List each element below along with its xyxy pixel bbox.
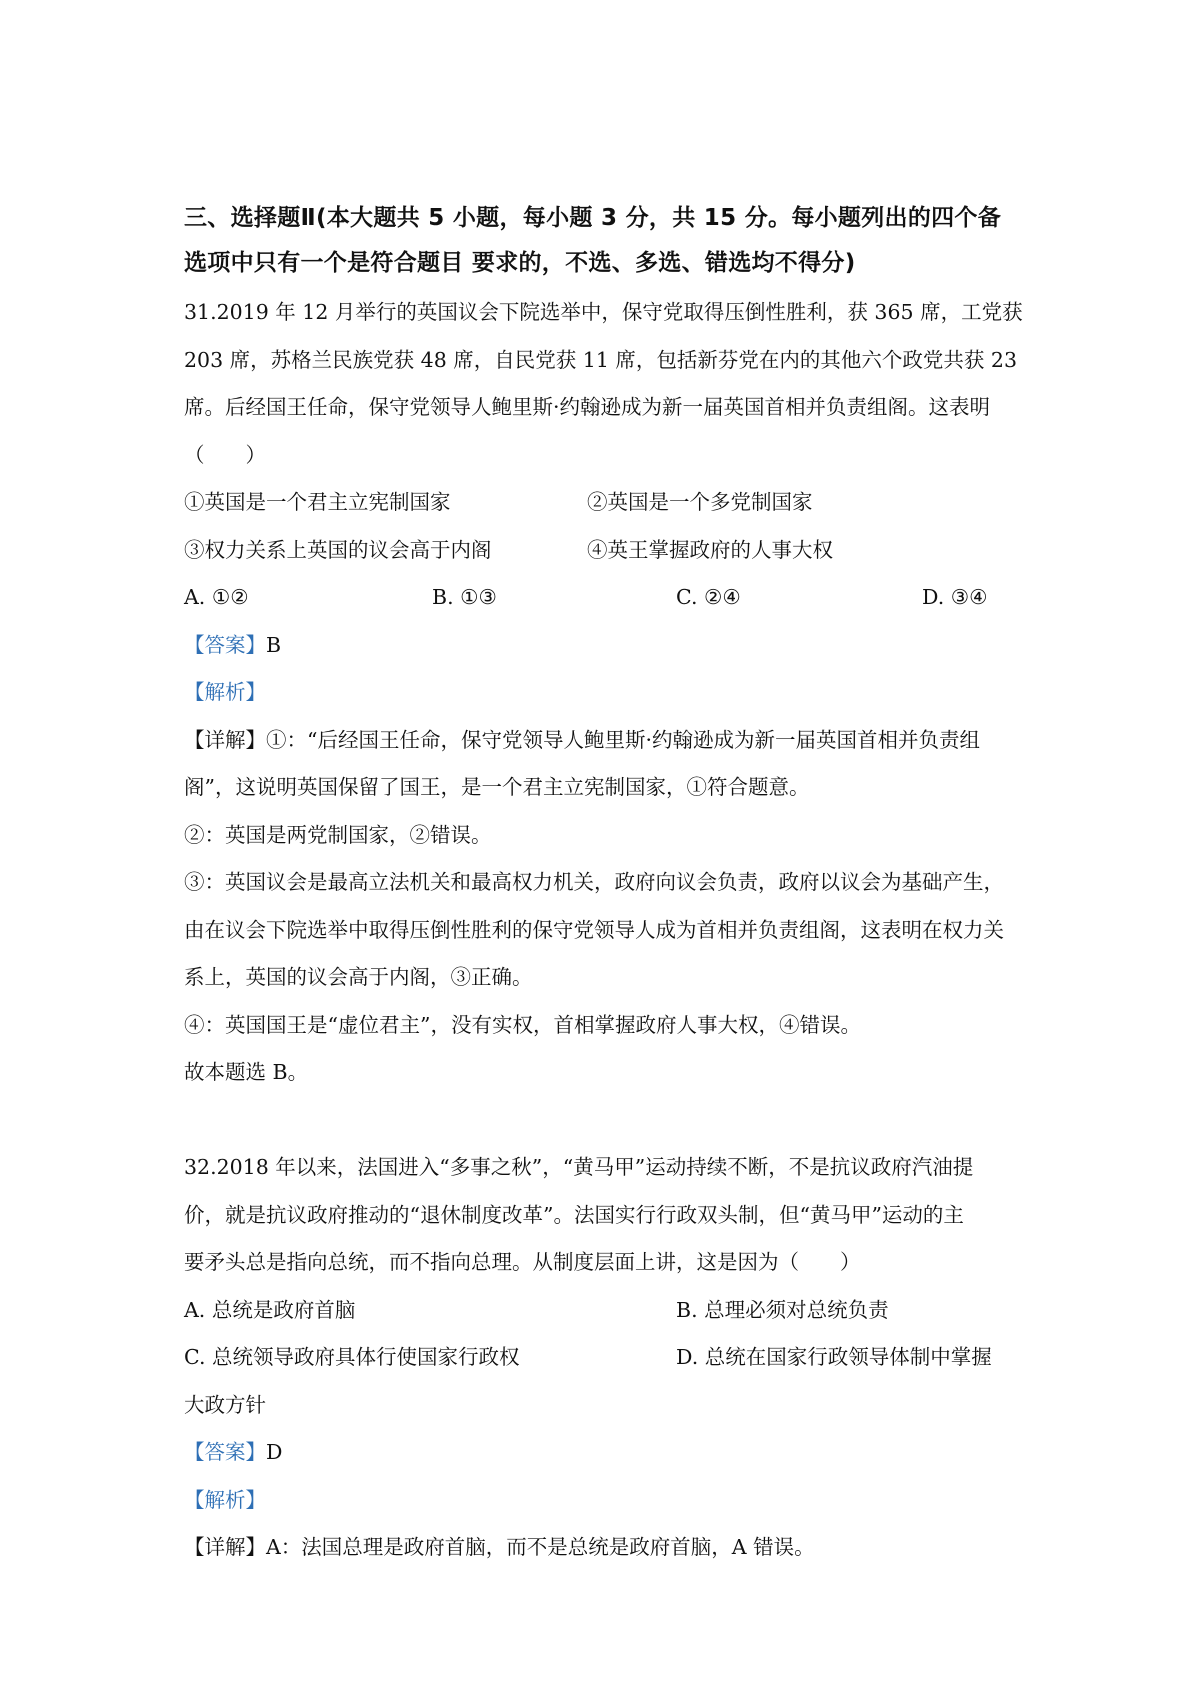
q31-statement-2: ②英国是一个多党制国家 [587,490,813,514]
q31-detail-line-3: ②：英国是两党制国家，②错误。 [184,823,492,847]
q31-answer-value: B [266,633,282,657]
detail-tag: 【详解】 [184,728,266,752]
answer-tag: 【答案】 [184,633,266,657]
q32-option-d: D. 总统在国家行政领导体制中掌握 [676,1345,992,1369]
q31-detail-line-7: ④：英国国王是“虚位君主”，没有实权，首相掌握政府人事大权，④错误。 [184,1013,861,1037]
q31-detail-line-6: 系上，英国的议会高于内阁，③正确。 [184,965,533,989]
section-title-line-1: 三、选择题Ⅱ(本大题共 5 小题，每小题 3 分，共 15 分。每小题列出的四个备 [184,205,1002,231]
q32-stem-line-2: 价，就是抗议政府推动的“退休制度改革”。法国实行行政双头制，但“黄马甲”运动的主 [184,1203,964,1227]
q31-analysis-tag: 【解析】 [184,680,266,704]
q31-detail-line-1 [184,725,980,755]
q31-answer-line [184,630,281,660]
q32-detail-text-1: A：法国总理是政府首脑，而不是总统是政府首脑，A 错误。 [266,1535,815,1559]
q32-analysis-tag: 【解析】 [184,1488,266,1512]
q32-answer-value: D [266,1440,283,1464]
q32-option-d-wrap: 大政方针 [184,1393,266,1417]
q32-detail-line-1 [184,1532,815,1562]
q31-statement-1: ①英国是一个君主立宪制国家 [184,490,451,514]
q31-stem-line-2: 203 席，苏格兰民族党获 48 席，自民党获 11 席，包括新芬党在内的其他六个政党共获 23 [184,348,1017,372]
q31-option-b: B. ①③ [432,585,497,609]
q32-stem-line-3: 要矛头总是指向总统，而不指向总理。从制度层面上讲，这是因为（ ） [184,1250,861,1274]
q31-stem-line-1: 31.2019 年 12 月举行的英国议会下院选举中，保守党取得压倒性胜利，获 365 席，工党获 [184,300,1023,324]
q32-answer-line [184,1437,282,1467]
q32-stem-line-1: 32.2018 年以来，法国进入“多事之秋”，“黄马甲”运动持续不断，不是抗议政府汽油提 [184,1155,974,1179]
q31-stem-line-3: 席。后经国王任命，保守党领导人鲍里斯·约翰逊成为新一届英国首相并负责组阁。这表明 [184,395,991,419]
q31-detail-line-4: ③：英国议会是最高立法机关和最高权力机关，政府向议会负责，政府以议会为基础产生， [184,870,1004,894]
q31-statement-4: ④英王掌握政府的人事大权 [587,538,833,562]
q32-option-b: B. 总理必须对总统负责 [676,1298,889,1322]
detail-tag: 【详解】 [184,1535,266,1559]
q31-stem-line-4: （ ） [184,443,266,467]
q31-option-d: D. ③④ [922,585,988,609]
q32-option-a: A. 总统是政府首脑 [184,1298,356,1322]
answer-tag: 【答案】 [184,1440,266,1464]
q31-detail-text-1: ①：“后经国王任命，保守党领导人鲍里斯·约翰逊成为新一届英国首相并负责组 [266,728,980,752]
q31-detail-line-2: 阁”，这说明英国保留了国王，是一个君主立宪制国家，①符合题意。 [184,775,810,799]
q31-detail-line-5: 由在议会下院选举中取得压倒性胜利的保守党领导人成为首相并负责组阁，这表明在权力关 [184,918,1004,942]
q31-statement-3: ③权力关系上英国的议会高于内阁 [184,538,492,562]
q31-option-c: C. ②④ [676,585,741,609]
q32-option-c: C. 总统领导政府具体行使国家行政权 [184,1345,520,1369]
q31-detail-line-8: 故本题选 B。 [184,1060,309,1084]
q31-option-a: A. ①② [184,585,249,609]
section-title-line-2: 选项中只有一个是符合题目 要求的，不选、多选、错选均不得分) [184,250,856,276]
